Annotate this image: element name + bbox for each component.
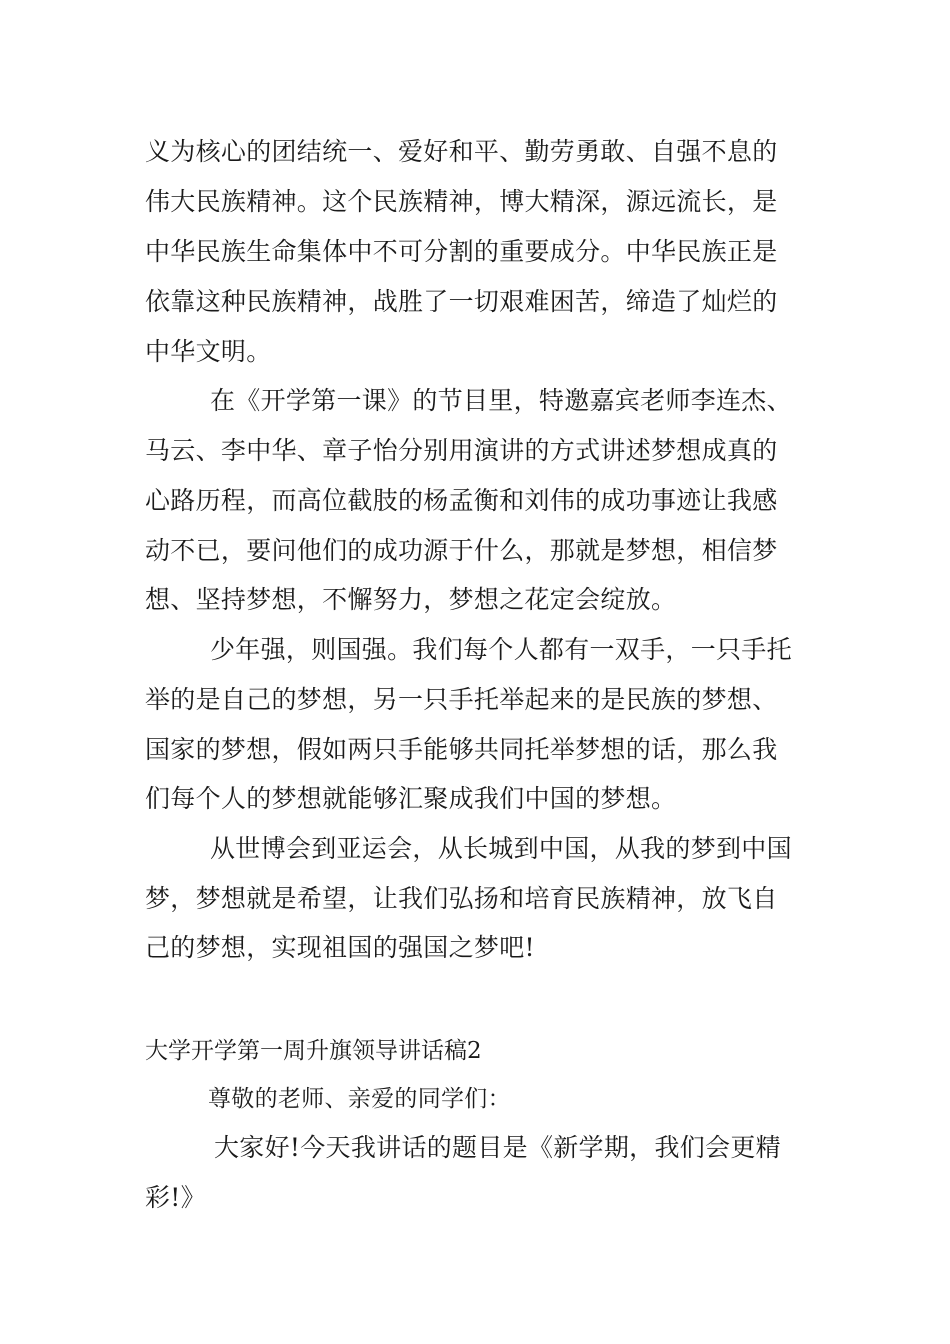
paragraph-line: 中华文明。 [145,337,272,366]
paragraph-line: 想、坚持梦想，不懈努力，梦想之花定会绽放。 [145,585,677,614]
paragraph-line: 梦，梦想就是希望，让我们弘扬和培育民族精神，放飞自 [145,884,778,913]
paragraph-line: 国家的梦想，假如两只手能够共同托举梦想的话，那么我 [145,735,778,764]
paragraph-line: 义为核心的团结统一、爱好和平、勤劳勇敢、自强不息的 [145,137,778,166]
paragraph-line: 彩!》 [145,1183,206,1212]
paragraph-line: 己的梦想，实现祖国的强国之梦吧! [145,933,535,962]
paragraph-line: 少年强，则国强。我们每个人都有一双手，一只手托 [210,635,792,664]
paragraph-line: 马云、李中华、章子怡分别用演讲的方式讲述梦想成真的 [145,436,778,465]
salutation: 尊敬的老师、亲爱的同学们： [208,1086,511,1112]
paragraph-line: 从世博会到亚运会，从长城到中国，从我的梦到中国 [210,834,792,863]
paragraph-line: 大家好!今天我讲话的题目是《新学期，我们会更精 [214,1133,781,1162]
paragraph-line: 举的是自己的梦想，另一只手托举起来的是民族的梦想、 [145,685,778,714]
paragraph-line: 依靠这种民族精神，战胜了一切艰难困苦，缔造了灿烂的 [145,287,778,316]
paragraph-line: 们每个人的梦想就能够汇聚成我们中国的梦想。 [145,784,677,813]
paragraph-line: 伟大民族精神。这个民族精神，博大精深，源远流长，是 [145,187,778,216]
paragraph-line: 动不已，要问他们的成功源于什么，那就是梦想，相信梦 [145,536,778,565]
paragraph-line: 在《开学第一课》的节目里，特邀嘉宾老师李连杰、 [210,386,792,415]
paragraph-line: 心路历程，而高位截肢的杨孟衡和刘伟的成功事迹让我感 [145,486,778,515]
section-title: 大学开学第一周升旗领导讲话稿2 [145,1038,482,1064]
paragraph-line: 中华民族生命集体中不可分割的重要成分。中华民族正是 [145,237,778,266]
